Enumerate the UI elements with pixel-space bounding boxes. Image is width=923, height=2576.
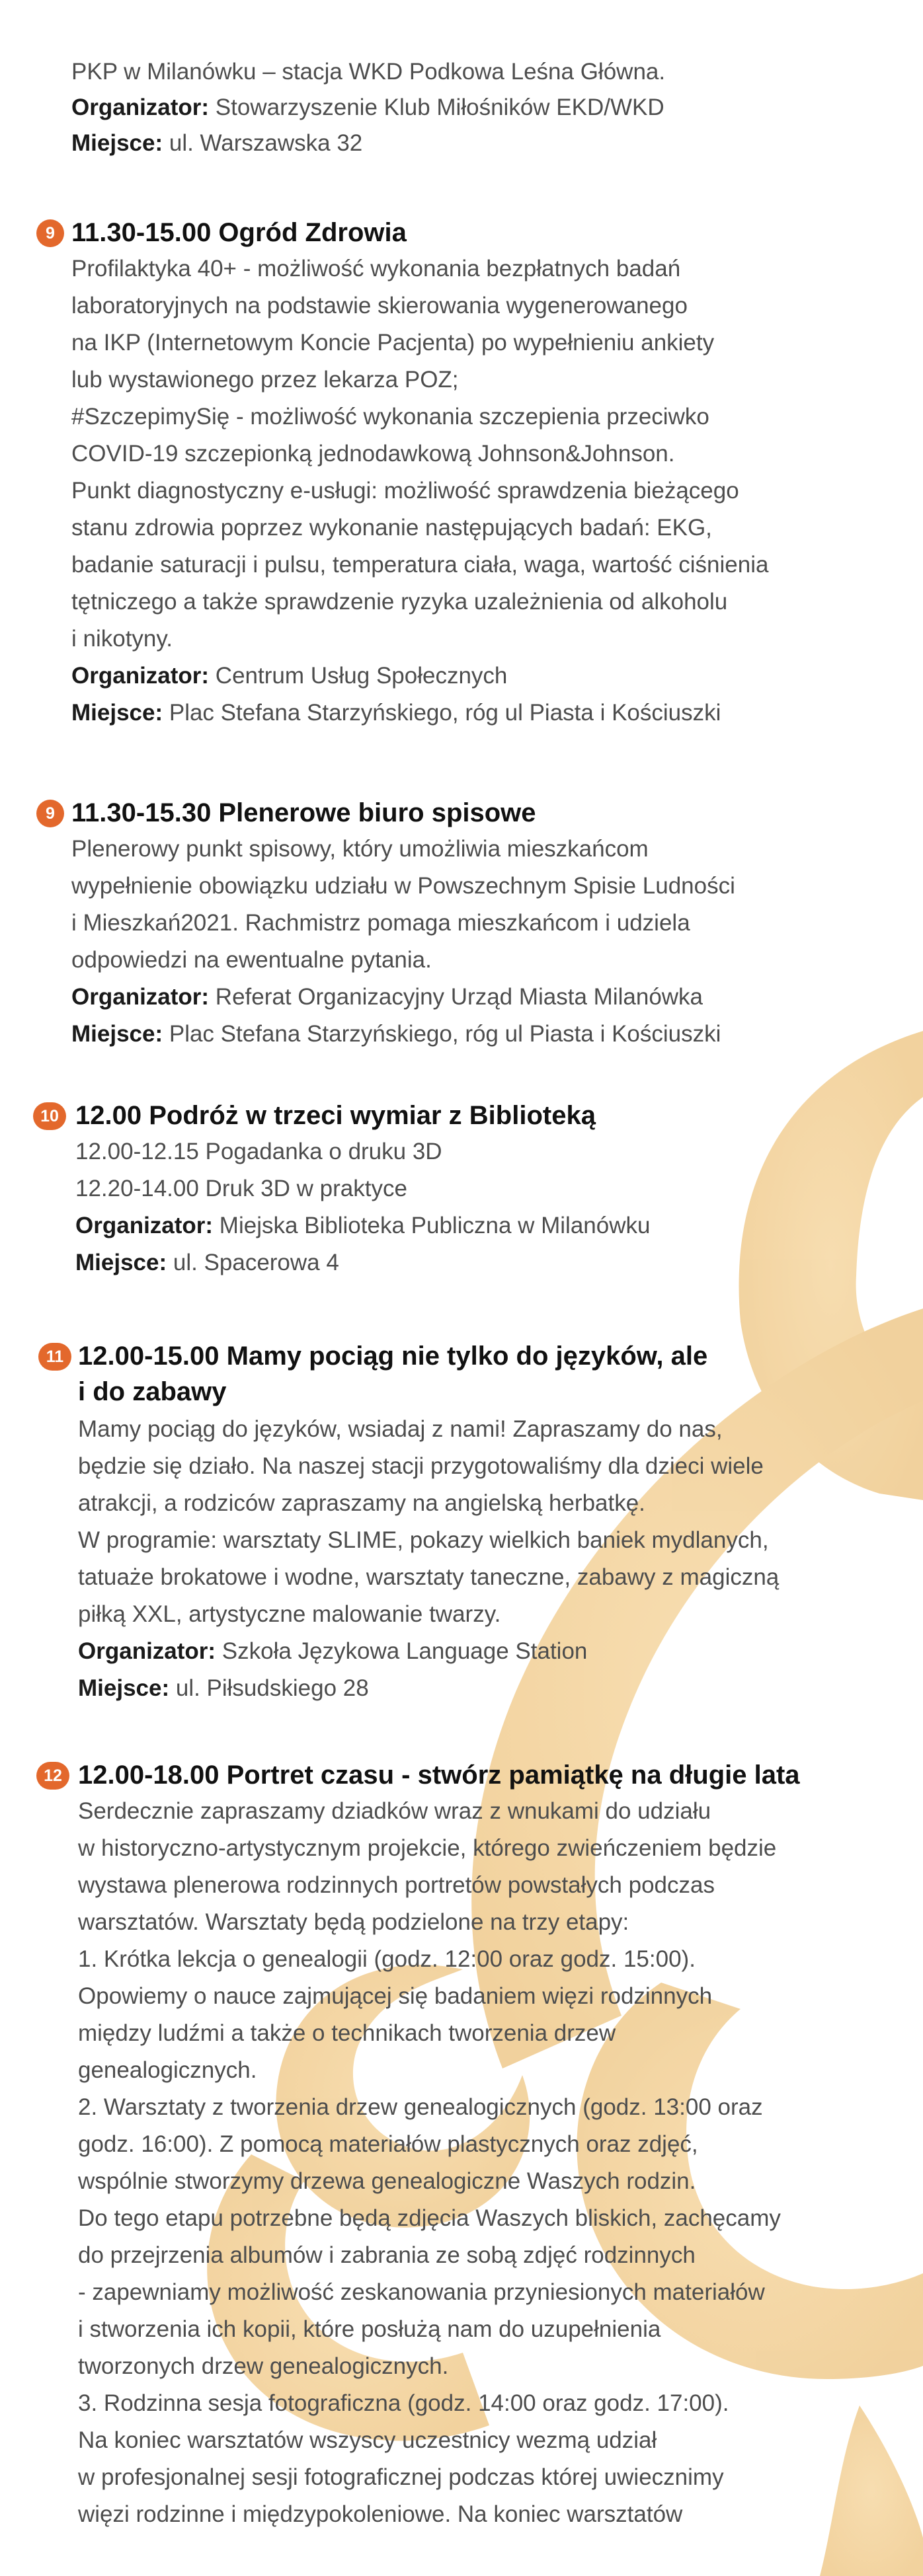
event-text-line: Mamy pociąg do języków, wsiadaj z nami! Zapraszamy do nas,	[78, 1416, 723, 1442]
organizer-value: Centrum Usług Społecznych	[209, 663, 508, 689]
organizer-value: Szkoła Językowa Language Station	[216, 1638, 588, 1664]
place-value: ul. Spacerowa 4	[167, 1250, 339, 1275]
event-text-line: genealogicznych.	[78, 2057, 257, 2083]
event-text-line: będzie się działo. Na naszej stacji przygotowaliśmy dla dzieci wiele	[78, 1453, 764, 1479]
event-place	[71, 698, 721, 728]
event-place	[78, 1673, 369, 1704]
organizer-label: Organizator:	[71, 663, 210, 689]
place-label: Miejsce:	[71, 130, 163, 156]
event-text-line: wypełnienie obowiązku udziału w Powszechnym Spisie Ludności	[71, 873, 735, 899]
organizer-value: Stowarzyszenie Klub Miłośników EKD/WKD	[209, 95, 664, 120]
event-text-line: 12.00-12.15 Pogadanka o druku 3D	[75, 1139, 442, 1164]
event-title: 11.30-15.30 Plenerowe biuro spisowe	[71, 798, 536, 827]
event-text-line: W programie: warsztaty SLIME, pokazy wielkich baniek mydlanych,	[78, 1527, 769, 1553]
event-text-line: tworzonych drzew genealogicznych.	[78, 2353, 449, 2379]
event-text-line: godz. 16:00). Z pomocą materiałów plastycznych oraz zdjęć,	[78, 2131, 698, 2157]
event-text-line: warsztatów. Warsztaty będą podzielone na trzy etapy:	[78, 1909, 629, 1935]
event-organizer	[75, 1211, 650, 1241]
event-text-line: Plenerowy punkt spisowy, który umożliwia mieszkańcom	[71, 836, 649, 862]
place-label: Miejsce:	[78, 1675, 170, 1701]
event-organizer	[71, 661, 507, 691]
organizer-value: Referat Organizacyjny Urząd Miasta Milanówka	[209, 984, 703, 1010]
event-text-line: w profesjonalnej sesji fotograficznej podczas której uwiecznimy	[78, 2464, 724, 2490]
event-text-line: COVID-19 szczepionką jednodawkową Johnson&Johnson.	[71, 441, 675, 467]
event-number-badge: 9	[36, 219, 64, 247]
event-title: 12.00-15.00 Mamy pociąg nie tylko do języków, ale	[78, 1342, 708, 1371]
place-label: Miejsce:	[75, 1250, 167, 1275]
event-text-line: 12.20-14.00 Druk 3D w praktyce	[75, 1176, 407, 1201]
event-text-line: w historyczno-artystycznym projekcie, którego zwieńczeniem będzie	[78, 1835, 777, 1861]
event-organizer	[71, 982, 703, 1012]
event-number-badge: 9	[36, 800, 64, 827]
event-text-line: Punkt diagnostyczny e-usługi: możliwość sprawdzenia bieżącego	[71, 478, 739, 504]
event-text-line: wspólnie stworzymy drzewa genealogiczne Waszych rodzin.	[78, 2168, 696, 2194]
event-text-line: Opowiemy o nauce zajmującej się badaniem więzi rodzinnych	[78, 1983, 713, 2009]
event-text-line: lub wystawionego przez lekarza POZ;	[71, 367, 459, 393]
event-text-line: #SzczepimySię - możliwość wykonania szczepienia przeciwko	[71, 404, 709, 430]
event-text-line: tętniczego a także sprawdzenie ryzyka uzależnienia od alkoholu	[71, 589, 728, 615]
event-number-badge: 12	[36, 1762, 69, 1790]
event-text-line: tatuaże brokatowe i wodne, warsztaty taneczne, zabawy z magiczną	[78, 1564, 780, 1590]
event-text-line: Profilaktyka 40+ - możliwość wykonania bezpłatnych badań	[71, 256, 681, 282]
organizer-label: Organizator:	[71, 95, 210, 120]
place-label: Miejsce:	[71, 1021, 163, 1047]
event-text-line: na IKP (Internetowym Koncie Pacjenta) po wypełnieniu ankiety	[71, 330, 715, 356]
event-text-line: badanie saturacji i pulsu, temperatura ciała, waga, wartość ciśnienia	[71, 552, 769, 578]
event-text-line: więzi rodzinne i międzypokoleniowe. Na koniec warsztatów	[78, 2501, 683, 2527]
event-title-continued: i do zabawy	[78, 1377, 227, 1406]
event-text-line: piłką XXL, artystyczne malowanie twarzy.	[78, 1601, 501, 1627]
event-text-line: do przejrzenia albumów i zabrania ze sobą zdjęć rodzinnych	[78, 2242, 696, 2268]
event-text-line: i nikotyny.	[71, 626, 173, 652]
event-text-line: i stworzenia ich kopii, które posłużą nam do uzupełnienia	[78, 2316, 661, 2342]
event-text-line: stanu zdrowia poprzez wykonanie następujących badań: EKG,	[71, 515, 712, 541]
event-text-line: Do tego etapu potrzebne będą zdjęcia Waszych bliskich, zachęcamy	[78, 2205, 781, 2231]
event-text-line: laboratoryjnych na podstawie skierowania wygenerowanego	[71, 293, 688, 319]
event-title: 11.30-15.00 Ogród Zdrowia	[71, 218, 407, 247]
event-number-badge: 11	[38, 1343, 71, 1371]
event-place	[71, 1019, 721, 1049]
event-place	[75, 1248, 339, 1278]
event-text-line: 2. Warsztaty z tworzenia drzew genealogicznych (godz. 13:00 oraz	[78, 2094, 763, 2120]
place-value: ul. Warszawska 32	[163, 130, 363, 156]
event-text-line: wystawa plenerowa rodzinnych portretów powstałych podczas	[78, 1872, 715, 1898]
event-text-line: Na koniec warsztatów wszyscy uczestnicy wezmą udział	[78, 2427, 657, 2453]
event-organizer	[78, 1636, 587, 1667]
organizer-label: Organizator:	[75, 1213, 214, 1238]
event-title: 12.00 Podróż w trzeci wymiar z Biblioteką	[75, 1101, 596, 1130]
place-value: Plac Stefana Starzyńskiego, róg ul Piasta i Kościuszki	[163, 700, 721, 726]
intro-organizer	[71, 93, 664, 123]
event-text-line: Serdecznie zapraszamy dziadków wraz z wnukami do udziału	[78, 1798, 711, 1824]
place-label: Miejsce:	[71, 700, 163, 726]
event-text-line: odpowiedzi na ewentualne pytania.	[71, 947, 432, 973]
organizer-label: Organizator:	[78, 1638, 216, 1664]
place-value: Plac Stefana Starzyńskiego, róg ul Piasta i Kościuszki	[163, 1021, 721, 1047]
event-text-line: atrakcji, a rodziców zapraszamy na angielską herbatkę.	[78, 1490, 645, 1516]
event-text-line: 3. Rodzinna sesja fotograficzna (godz. 14:00 oraz godz. 17:00).	[78, 2390, 729, 2416]
event-text-line: 1. Krótka lekcja o genealogii (godz. 12:00 oraz godz. 15:00).	[78, 1946, 696, 1972]
place-value: ul. Piłsudskiego 28	[169, 1675, 369, 1701]
intro-place	[71, 128, 362, 159]
event-text-line: - zapewniamy możliwość zeskanowania przyniesionych materiałów	[78, 2279, 765, 2305]
event-title: 12.00-18.00 Portret czasu - stwórz pamiątkę na długie lata	[78, 1761, 800, 1790]
event-number-badge: 10	[33, 1102, 66, 1130]
event-text-line: i Mieszkań2021. Rachmistrz pomaga mieszkańcom i udziela	[71, 910, 690, 936]
intro-text: PKP w Milanówku – stacja WKD Podkowa Leśna Główna.	[71, 59, 666, 85]
event-text-line: między ludźmi a także o technikach tworzenia drzew	[78, 2020, 616, 2046]
organizer-label: Organizator:	[71, 984, 210, 1010]
organizer-value: Miejska Biblioteka Publiczna w Milanówku	[213, 1213, 651, 1238]
